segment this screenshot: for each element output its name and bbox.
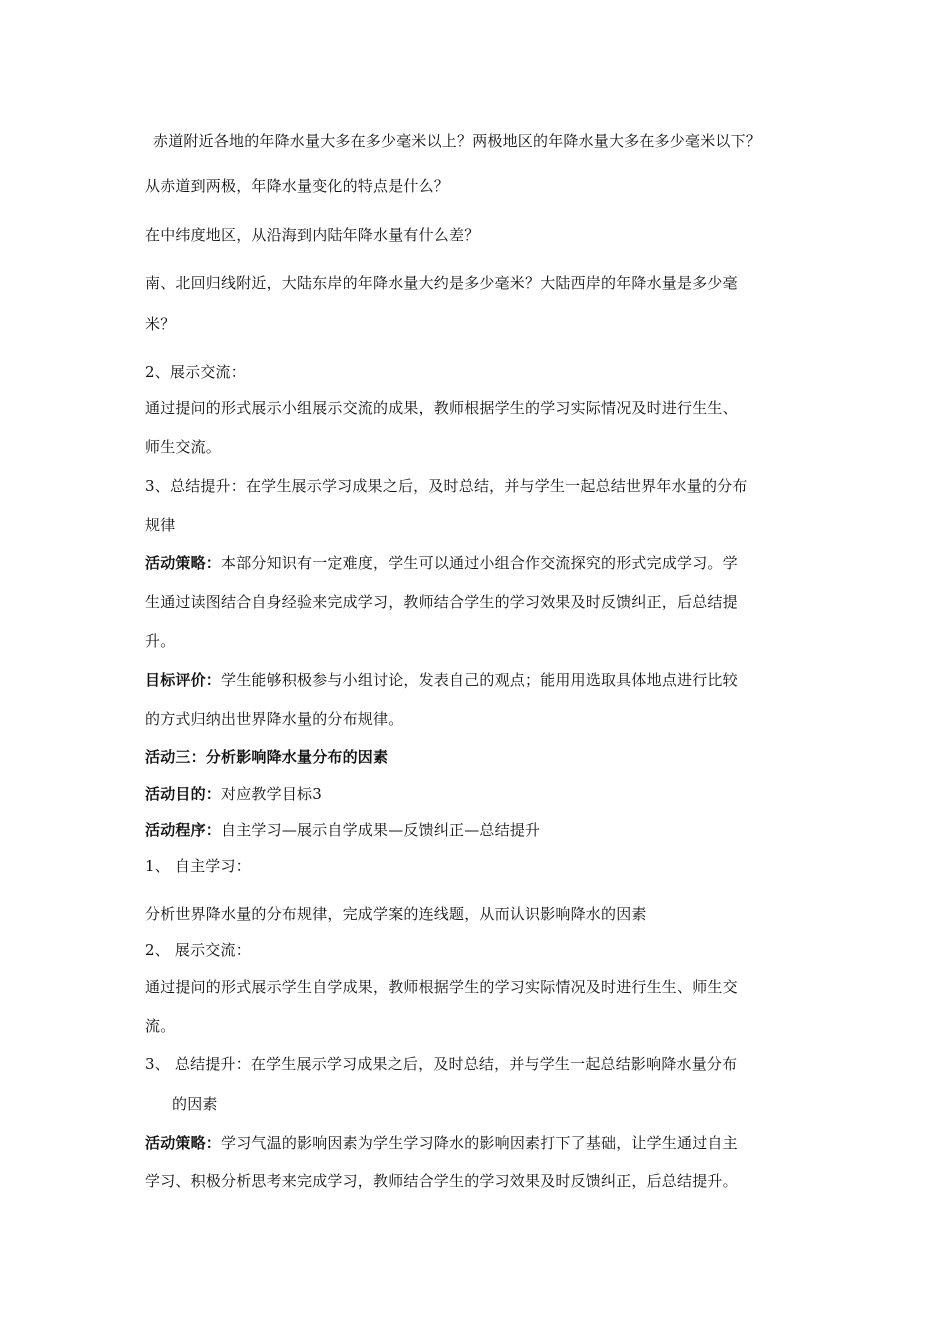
evaluation-paragraph bbox=[145, 670, 738, 690]
step-3b-text-2: 的因素 bbox=[172, 1095, 218, 1113]
step-2b-text-2: 流。 bbox=[145, 1017, 176, 1035]
step-3b-text-1: 3、 总结提升：在学生展示学习成果之后，及时总结，并与学生一起总结影响降水量分布 bbox=[145, 1055, 738, 1073]
question-line-3: 在中纬度地区，从沿海到内陆年降水量有什么差？ bbox=[145, 226, 480, 244]
step-3-text-2: 规律 bbox=[145, 516, 176, 534]
strategy-paragraph-2 bbox=[145, 1133, 738, 1153]
question-line-1: 赤道附近各地的年降水量大多在多少毫米以上？两极地区的年降水量大多在多少毫米以下？ bbox=[153, 132, 762, 150]
question-line-4: 南、北回归线附近，大陆东岸的年降水量大约是多少毫米？大陆西岸的年降水量是多少毫 bbox=[145, 274, 738, 292]
strategy-label: 活动策略： bbox=[145, 554, 222, 572]
question-line-4-cont: 米？ bbox=[145, 315, 176, 333]
step-2b-heading: 2、 展示交流： bbox=[145, 941, 251, 959]
strategy-paragraph-1 bbox=[145, 553, 738, 573]
activity-purpose-label: 活动目的： bbox=[145, 785, 222, 803]
evaluation-label: 目标评价： bbox=[145, 671, 222, 689]
evaluation-text: 学生能够积极参与小组讨论，发表自己的观点；能用用选取具体地点进行比较 bbox=[221, 671, 738, 689]
strategy-paragraph-1-line-2: 生通过读图结合自身经验来完成学习，教师结合学生的学习效果及时反馈纠正，后总结提 bbox=[145, 593, 738, 611]
step-2b-text-1: 通过提问的形式展示学生自学成果，教师根据学生的学习实际情况及时进行生生、师生交 bbox=[145, 978, 738, 996]
activity-procedure-label: 活动程序： bbox=[145, 821, 222, 839]
step-1-text: 分析世界降水量的分布规律，完成学案的连线题，从而认识影响降水的因素 bbox=[145, 905, 647, 923]
step-3-text-1: 3、总结提升：在学生展示学习成果之后，及时总结，并与学生一起总结世界年水量的分布 bbox=[145, 477, 748, 495]
step-1-heading: 1、 自主学习： bbox=[145, 857, 251, 875]
evaluation-paragraph-line-2: 的方式归纳出世界降水量的分布规律。 bbox=[145, 710, 404, 728]
activity-procedure bbox=[145, 820, 540, 840]
step-2-text-1: 通过提问的形式展示小组展示交流的成果，教师根据学生的学习实际情况及时进行生生、 bbox=[145, 399, 738, 417]
strategy-2-label: 活动策略： bbox=[145, 1134, 222, 1152]
activity-purpose-text: 对应教学目标3 bbox=[221, 785, 322, 803]
strategy-text: 本部分知识有一定难度，学生可以通过小组合作交流探究的形式完成学习。学 bbox=[221, 554, 738, 572]
activity-purpose bbox=[145, 784, 322, 804]
question-line-2: 从赤道到两极，年降水量变化的特点是什么？ bbox=[145, 177, 450, 195]
step-2-heading: 2、展示交流： bbox=[145, 363, 246, 381]
strategy-2-text: 学习气温的影响因素为学生学习降水的影响因素打下了基础，让学生通过自主 bbox=[221, 1134, 738, 1152]
activity-procedure-text: 自主学习—展示自学成果—反馈纠正—总结提升 bbox=[221, 821, 541, 839]
activity-three-heading: 活动三：分析影响降水量分布的因素 bbox=[145, 748, 389, 766]
strategy-paragraph-2-line-2: 学习、积极分析思考来完成学习，教师结合学生的学习效果及时反馈纠正，后总结提升。 bbox=[145, 1172, 738, 1190]
step-2-text-2: 师生交流。 bbox=[145, 438, 222, 456]
strategy-paragraph-1-line-3: 升。 bbox=[145, 632, 176, 650]
